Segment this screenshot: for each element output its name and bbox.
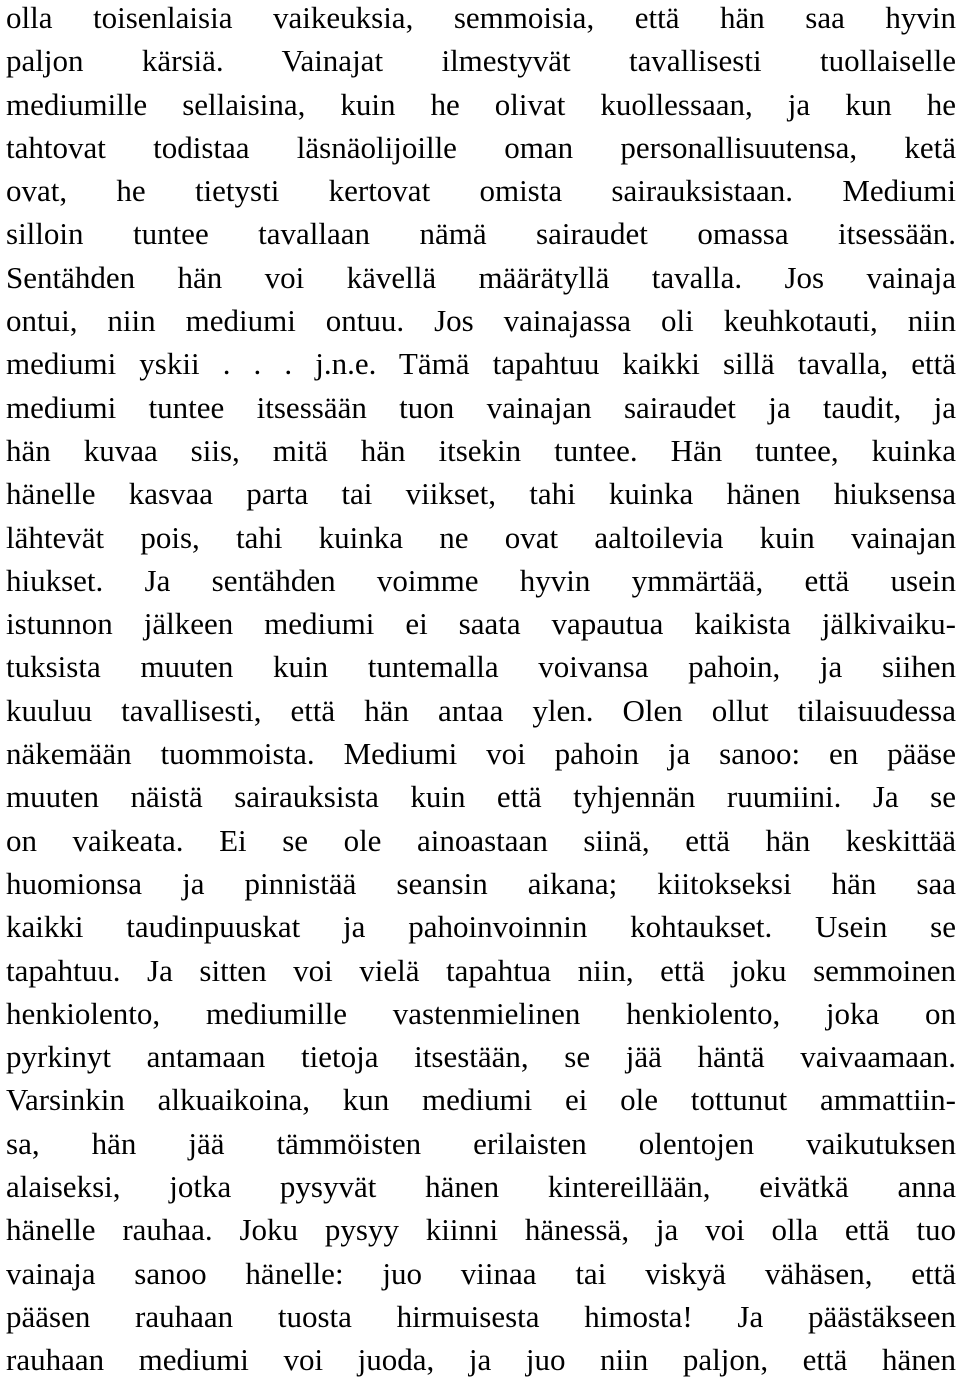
text-line: huomionsa ja pinnistää seansin aikana; kiitokseksi hän saa [6, 865, 956, 901]
text-line: ovat, he tietysti kertovat omista sairauksistaan. Mediumi [6, 173, 956, 209]
text-line: tuksista muuten kuin tuntemalla voivansa pahoin, ja siihen [6, 649, 956, 685]
text-line: olla toisenlaisia vaikeuksia, semmoisia, että hän saa hyvin [6, 0, 956, 35]
text-line: on vaikeata. Ei se ole ainoastaan siinä, että hän keskittää [6, 822, 956, 858]
text-line: Varsinkin alkuaikoina, kun mediumi ei ole tottunut ammattiin- [6, 1082, 956, 1118]
text-line: rauhaan mediumi voi juoda, ja juo niin paljon, että hänen [6, 1342, 956, 1378]
text-line: muuten näistä sairauksista kuin että tyhjennän ruumiini. Ja se [6, 779, 956, 815]
text-line: mediumille sellaisina, kuin he olivat kuollessaan, ja kun he [6, 86, 956, 122]
text-line: mediumi tuntee itsessään tuon vainajan sairaudet ja taudit, ja [6, 389, 956, 425]
text-line: hänelle rauhaa. Joku pysyy kiinni hänessä, ja voi olla että tuo [6, 1212, 956, 1248]
text-line: tapahtuu. Ja sitten voi vielä tapahtua niin, että joku semmoinen [6, 952, 956, 988]
text-line: hänelle kasvaa parta tai viikset, tahi kuinka hänen hiuksensa [6, 476, 956, 512]
text-line: hän kuvaa siis, mitä hän itsekin tuntee. Hän tuntee, kuinka [6, 432, 956, 468]
text-line: alaiseksi, jotka pysyvät hänen kintereillään, eivätkä anna [6, 1169, 956, 1205]
text-line: paljon kärsiä. Vainajat ilmestyvät tavallisesti tuollaiselle [6, 43, 956, 79]
text-line: silloin tuntee tavallaan nämä sairaudet omassa itsessään. [6, 216, 956, 252]
text-line: hiukset. Ja sentähden voimme hyvin ymmärtää, että usein [6, 562, 956, 598]
text-line: vainaja sanoo hänelle: juo viinaa tai viskyä vähäsen, että [6, 1255, 956, 1291]
document-page [6, 0, 956, 1382]
text-line: mediumi yskii . . . j.n.e. Tämä tapahtuu kaikki sillä tavalla, että [6, 346, 956, 382]
text-line: näkemään tuommoista. Mediumi voi pahoin ja sanoo: en pääse [6, 736, 956, 772]
text-line: kaikki taudinpuuskat ja pahoinvoinnin kohtaukset. Usein se [6, 909, 956, 945]
text-line: pyrkinyt antamaan tietoja itsestään, se jää häntä vaivaamaan. [6, 1039, 956, 1075]
text-line: kuuluu tavallisesti, että hän antaa ylen. Olen ollut tilaisuudessa [6, 692, 956, 728]
text-line: lähtevät pois, tahi kuinka ne ovat aaltoilevia kuin vainajan [6, 519, 956, 555]
text-line: sa, hän jää tämmöisten erilaisten olentojen vaikutuksen [6, 1125, 956, 1161]
text-line: Sentähden hän voi kävellä määrätyllä tavalla. Jos vainaja [6, 259, 956, 295]
text-line: istunnon jälkeen mediumi ei saata vapautua kaikista jälkivaiku- [6, 606, 956, 642]
text-line: tahtovat todistaa läsnäolijoille oman personallisuutensa, ketä [6, 129, 956, 165]
text-line: henkiolento, mediumille vastenmielinen henkiolento, joka on [6, 995, 956, 1031]
text-line: ontui, niin mediumi ontuu. Jos vainajassa oli keuhkotauti, niin [6, 303, 956, 339]
text-line: pääsen rauhaan tuosta hirmuisesta himosta! Ja päästäkseen [6, 1298, 956, 1334]
